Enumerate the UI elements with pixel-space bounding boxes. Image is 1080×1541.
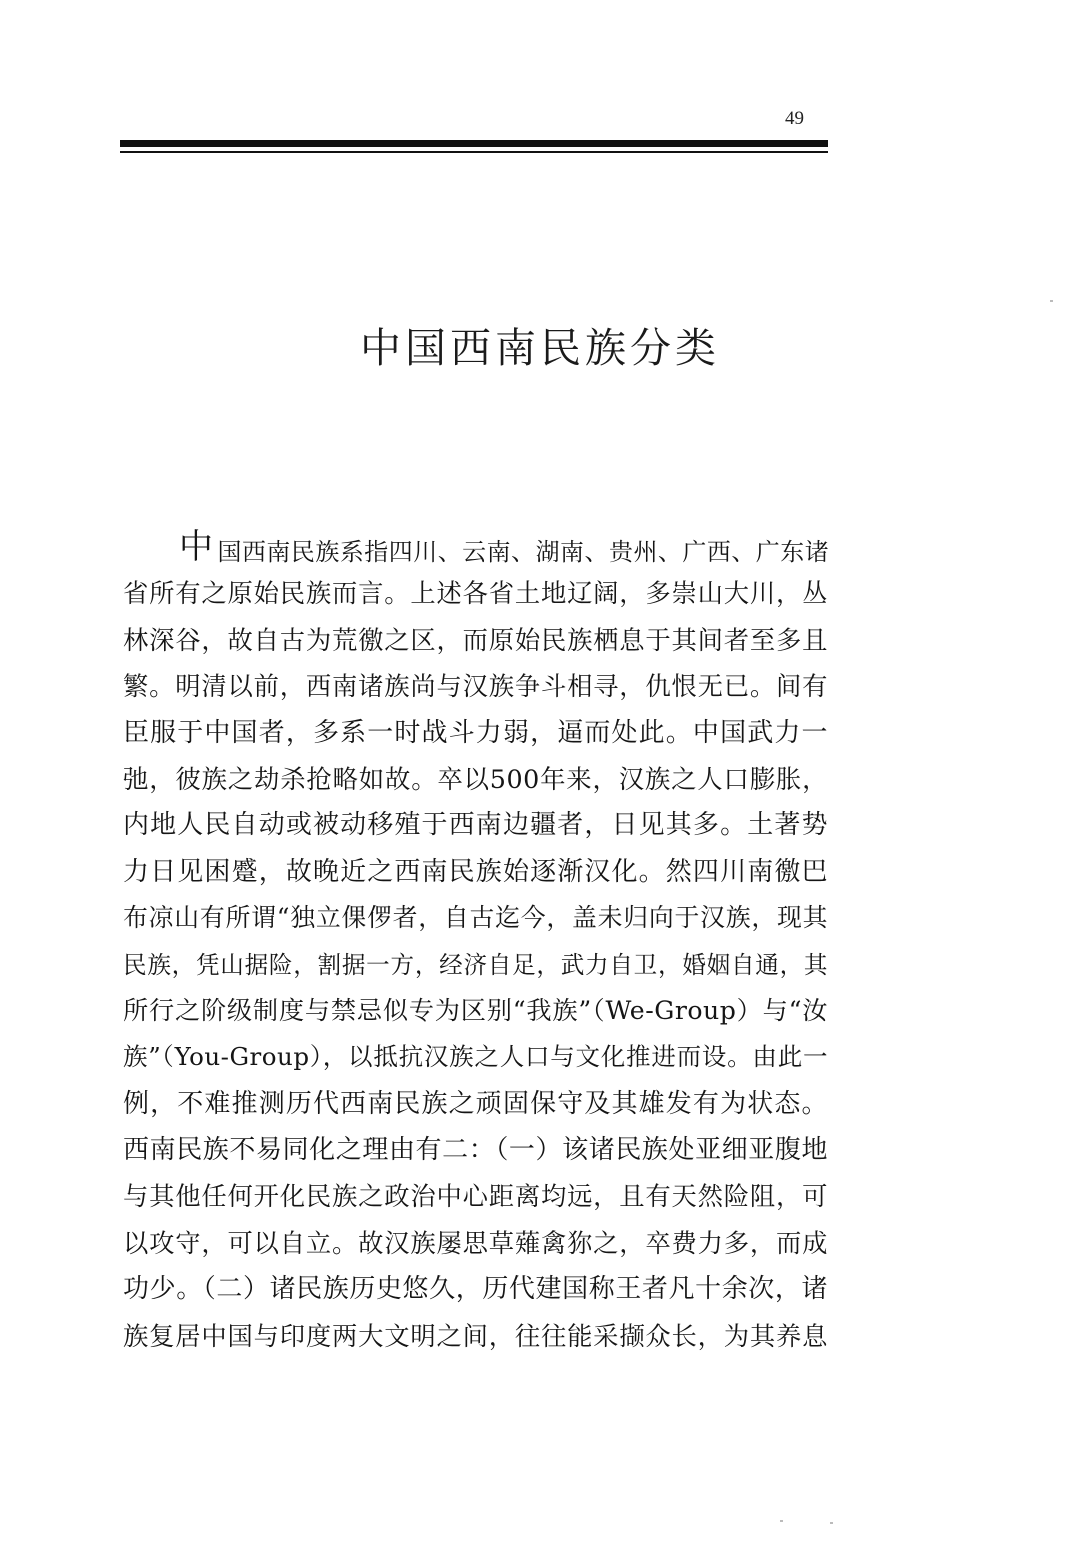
body-line: 功少。（二）诸民族历史悠久，历代建国称王者凡十余次，诸 [123,1274,828,1305]
body-line: 布凉山有所谓“独立倮㑩者，自古迄今，盖未归向于汉族，现其 [123,903,828,933]
drop-cap: 中 [179,527,214,567]
body-line: 所行之阶级制度与禁忌似专为区别“我族”（We-Group）与“汝 [123,995,828,1025]
body-line-first-text: 国西南民族系指四川、云南、湖南、贵州、广西、广东诸 [217,538,830,566]
body-text [123,524,828,1359]
body-line: 臣服于中国者，多系一时战斗力弱，逼而处此。中国武力一 [123,717,828,748]
body-line: 民族，凭山据险，割据一方，经济自足，武力自卫，婚姻自通，其 [123,950,828,979]
body-line: 与其他任何开化民族之政治中心距离均远，且有天然险阻，可 [123,1181,828,1212]
body-line: 族”（You-Group），以抵抗汉族之人口与文化推进而设。由此一 [123,1042,828,1072]
page-number: 49 [785,108,804,129]
chapter-title: 中国西南民族分类 [360,324,720,372]
body-line: 西南民族不易同化之理由有二：（一）该诸民族处亚细亚腹地 [123,1135,828,1166]
body-line: 林深谷，故自古为荒徼之区，而原始民族栖息于其间者至多且 [123,624,828,655]
body-line: 力日见困蹙，故晚近之西南民族始逐渐汉化。然四川南徼巴 [123,856,828,887]
scan-speck [780,1520,783,1522]
body-line-first [123,524,828,570]
header-rule-thin [120,151,828,153]
body-line: 省所有之原始民族而言。上述各省土地辽阔，多崇山大川，丛 [123,578,828,609]
body-line: 弛，彼族之劫杀抢略如故。卒以500年来，汉族之人口膨胀， [123,763,828,794]
header-rule-thick [120,140,828,147]
scan-speck [830,1522,833,1524]
body-line: 内地人民自动或被动移殖于西南边疆者，日见其多。土著势 [123,810,828,841]
body-line: 例，不难推测历代西南民族之顽固保守及其雄发有为状态。 [123,1088,828,1119]
body-line: 繁。明清以前，西南诸族尚与汉族争斗相寻，仇恨无已。间有 [123,671,828,702]
body-line: 族复居中国与印度两大文明之间，往往能采撷众长，为其养息 [123,1320,828,1351]
scan-speck [1050,300,1053,302]
body-line: 以攻守，可以自立。故汉族屡思草薙禽狝之，卒费力多，而成 [123,1227,828,1258]
